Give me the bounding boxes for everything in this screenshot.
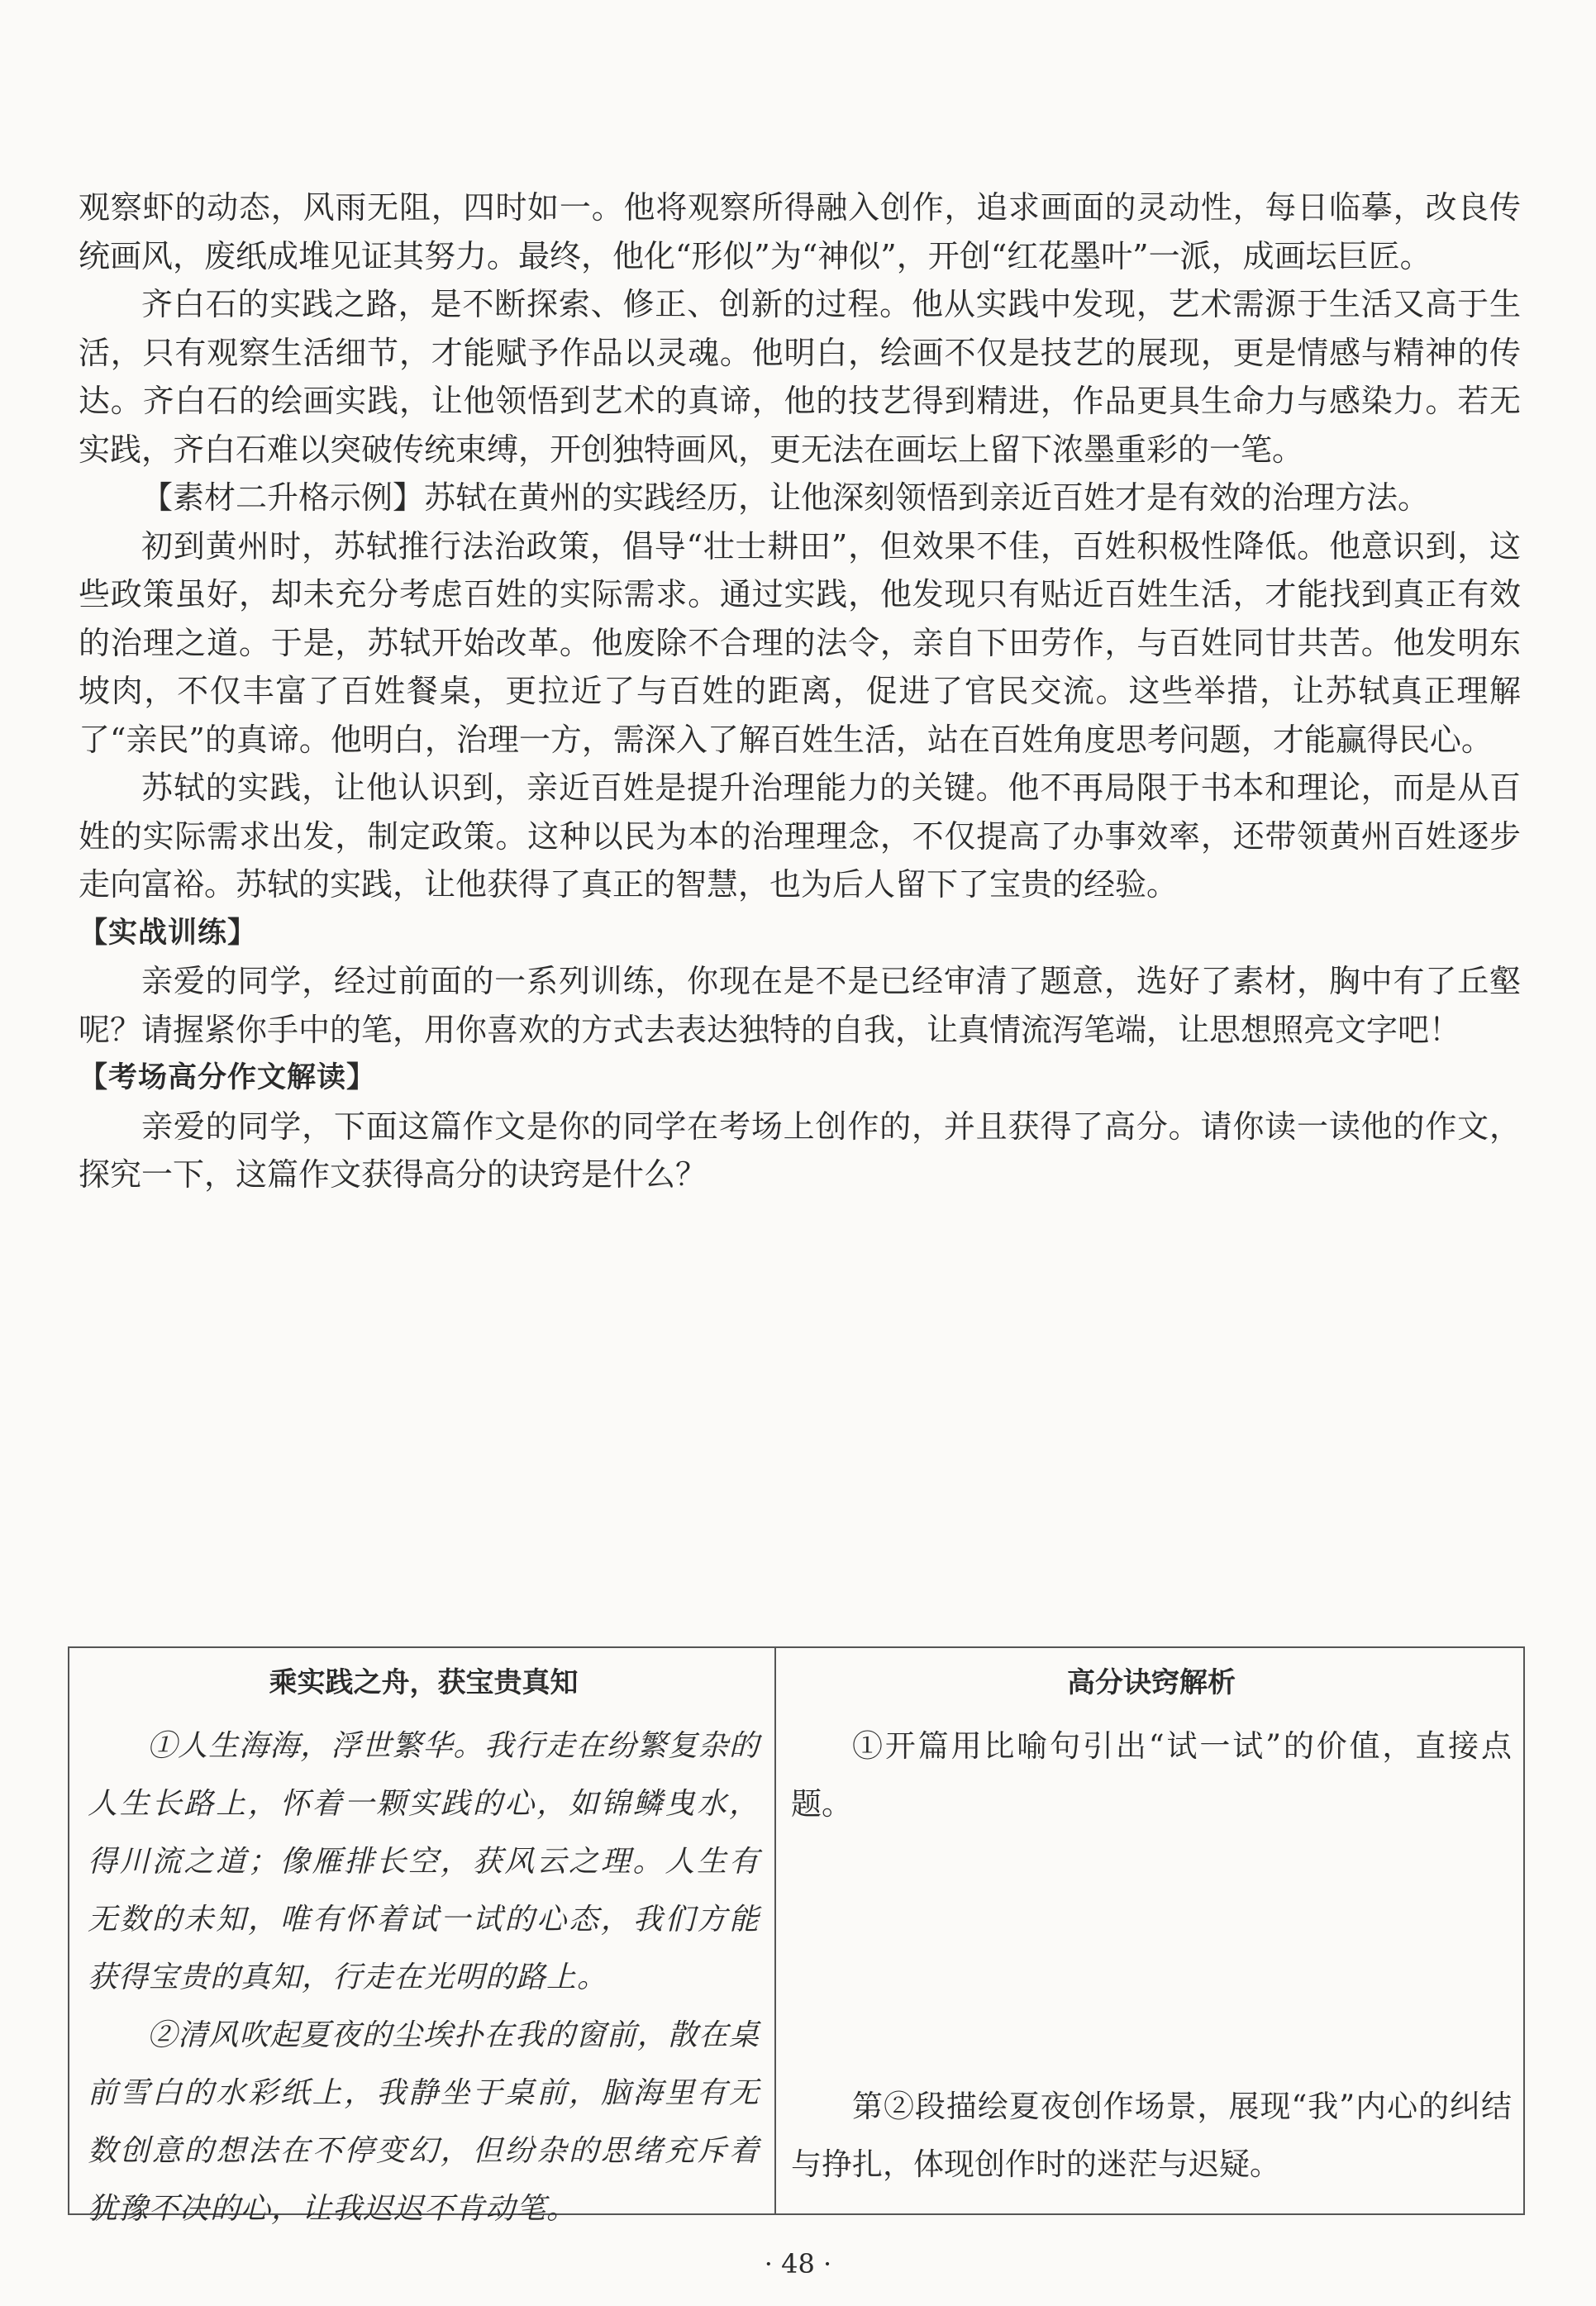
analysis-note-2: 第②段描绘夏夜创作场景，展现“我”内心的纠结与挣扎，体现创作时的迷茫与迟疑。: [791, 2089, 1512, 2182]
essay-paragraph-2: ②清风吹起夏夜的尘埃扑在我的窗前，散在桌前雪白的水彩纸上，我静坐于桌前，脑海里有无数创意的想法在不停变幻，但纷杂的思绪充斥着犹豫不决的心，让我迟迟不肯动笔。: [88, 2018, 760, 2226]
paragraph-2: 齐白石的实践之路，是不断探索、修正、创新的过程。他从实践中发现，艺术需源于生活又高于生活，只有观察生活细节，才能赋予作品以灵魂。他明白，绘画不仅是技艺的展现，更是情感与精神的传达。齐白石的绘画实践，让他领悟到艺术的真谛，他的技艺得到精进，作品更具生命力与感染力。若无实践，齐白石难以突破传统束缚，开创独特画风，更无法在画坛上留下浓墨重彩的一笔。: [79, 286, 1521, 468]
paragraph-3: 【素材二升格示例】苏轼在黄州的实践经历，让他深刻领悟到亲近百姓才是有效的治理方法。: [141, 479, 1430, 516]
analysis-spacer: [791, 1833, 1512, 2078]
page-number: · 48 ·: [764, 2248, 832, 2280]
essay-paragraph-1: ①人生海海，浮世繁华。我行走在纷繁复杂的人生长路上，怀着一颗实践的心，如锦鳞曳水，得川流之道；像雁排长空，获风云之理。人生有无数的未知，唯有怀着试一试的心态，我们方能获得宝贵的真知，行走在光明的路上。: [88, 1729, 760, 1994]
page-body: [79, 183, 1521, 1199]
heading-exam: 【考场高分作文解读】: [79, 1061, 377, 1094]
paragraph-7: 亲爱的同学，下面这篇作文是你的同学在考场上创作的，并且获得了高分。请你读一读他的作文，探究一下，这篇作文获得高分的诀窍是什么？: [79, 1108, 1521, 1193]
analysis-title: 高分诀窍解析: [1067, 1666, 1236, 1699]
analysis-column: [776, 1648, 1523, 2213]
analysis-note-1: ①开篇用比喻句引出“试一试”的价值，直接点题。: [791, 1728, 1512, 1822]
essay-analysis-table: [68, 1646, 1525, 2226]
essay-column: [69, 1648, 776, 2226]
heading-practice: 【实战训练】: [79, 916, 258, 950]
paragraph-5: 苏轼的实践，让他认识到，亲近百姓是提升治理能力的关键。他不再局限于书本和理论，而是从百姓的实际需求出发，制定政策。这种以民为本的治理理念，不仅提高了办事效率，还带领黄州百姓逐步走向富裕。苏轼的实践，让他获得了真正的智慧，也为后人留下了宝贵的经验。: [79, 769, 1521, 903]
paragraph-6: 亲爱的同学，经过前面的一系列训练，你现在是不是已经审清了题意，选好了素材，胸中有了丘壑呢？请握紧你手中的笔，用你喜欢的方式去表达独特的自我，让真情流泻笔端，让思想照亮文字吧！: [79, 963, 1521, 1048]
paragraph-1: 观察虾的动态，风雨无阻，四时如一。他将观察所得融入创作，追求画面的灵动性，每日临摹，改良传统画风，废纸成堆见证其努力。最终，他化“形似”为“神似”，开创“红花墨叶”一派，成画坛巨匠。: [79, 189, 1521, 274]
paragraph-4: 初到黄州时，苏轼推行法治政策，倡导“壮士耕田”，但效果不佳，百姓积极性降低。他意识到，这些政策虽好，却未充分考虑百姓的实际需求。通过实践，他发现只有贴近百姓生活，才能找到真正有效的治理之道。于是，苏轼开始改革。他废除不合理的法令，亲自下田劳作，与百姓同甘共苦。他发明东坡肉，不仅丰富了百姓餐桌，更拉近了与百姓的距离，促进了官民交流。这些举措，让苏轼真正理解了“亲民”的真谛。他明白，治理一方，需深入了解百姓生活，站在百姓角度思考问题，才能赢得民心。: [79, 527, 1521, 758]
essay-title: 乘实践之舟，获宝贵真知: [269, 1666, 579, 1699]
